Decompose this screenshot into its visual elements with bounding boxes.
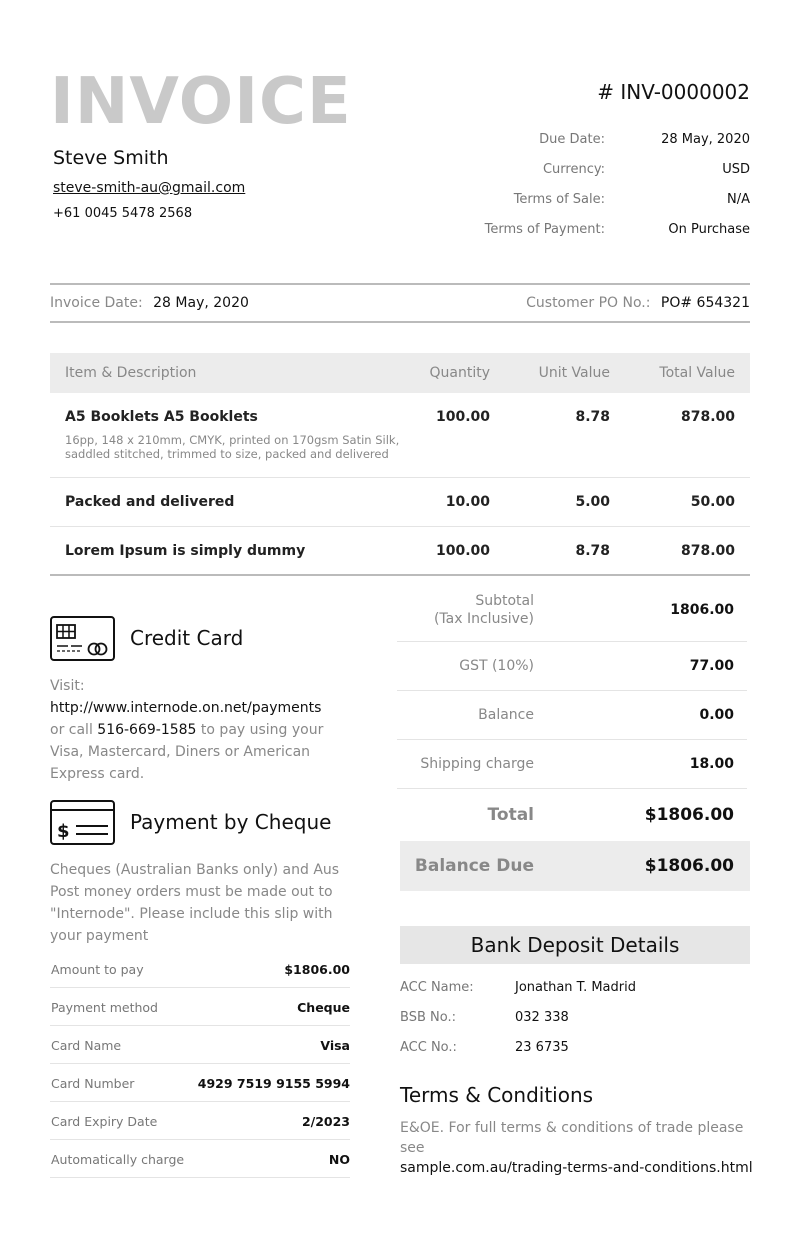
item-quantity: 100.00 [435,409,490,425]
bank-value: 032 338 [515,1010,569,1025]
meta-value: USD [722,162,750,177]
invoice-title: INVOICE [50,65,352,139]
payment-detail-label: Payment method [51,1000,158,1015]
invoice-date-label: Invoice Date: [50,295,143,311]
customer-name: Steve Smith [53,147,169,169]
column-header-item: Item & Description [65,365,197,381]
item-unit-value: 8.78 [575,543,610,559]
call-prefix: or call [50,722,93,738]
bank-deposit-title: Bank Deposit Details [400,926,750,964]
payment-detail-row [50,988,350,1026]
shipping-label: Shipping charge [420,756,534,772]
payment-detail-value: $1806.00 [284,962,350,977]
customer-po [526,295,750,311]
meta-terms-of-sale [440,192,750,212]
table-row [50,393,750,478]
bank-label: BSB No.: [400,1010,456,1025]
meta-label: Terms of Sale: [513,192,605,207]
item-name: Lorem Ipsum is simply dummy [65,543,306,559]
svg-text:$: $ [57,821,70,842]
payment-detail-row [50,1140,350,1178]
item-quantity: 100.00 [435,543,490,559]
balance-due-row [400,841,750,891]
item-name: Packed and delivered [65,494,235,510]
item-description: 16pp, 148 x 210mm, CMYK, printed on 170gsm Satin Silk, saddled stitched, trimmed to size, packed and delivered [65,433,400,461]
item-total-value: 50.00 [690,494,735,510]
table-row [50,527,750,576]
meta-value: 28 May, 2020 [661,132,750,147]
terms-title: Terms & Conditions [400,1083,594,1107]
bank-label: ACC Name: [400,980,474,995]
balance-due-value: $1806.00 [644,856,734,876]
subtotal-label: Subtotal [475,593,534,609]
bank-value: 23 6735 [515,1040,569,1055]
subtotal-note: (Tax Inclusive) [433,611,534,627]
subtotal-value: 1806.00 [670,602,734,618]
cheque-instructions: Cheques (Australian Banks only) and Aus Post money orders must be made out to "Internode". Please include this slip with your payment [50,862,340,944]
item-total-value: 878.00 [680,409,735,425]
visit-label: Visit: [50,678,85,694]
meta-value: On Purchase [668,222,750,237]
payment-detail-label: Card Name [51,1038,122,1053]
subtotal-label-group [434,592,534,628]
item-quantity: 10.00 [445,494,490,510]
item-name: A5 Booklets A5 Booklets [65,409,258,425]
terms-link[interactable]: sample.com.au/trading-terms-and-conditions.html [400,1160,753,1176]
cheque-icon [50,800,115,845]
terms-text-block [400,1118,760,1178]
total-value: $1806.00 [644,805,734,825]
bank-value: Jonathan T. Madrid [515,980,636,995]
terms-text: E&OE. For full terms & conditions of trade please see [400,1120,744,1156]
payment-detail-label: Card Number [51,1076,135,1091]
payment-phone: 516-669-1585 [97,722,197,738]
column-header-unit-value: Unit Value [538,365,610,381]
payment-detail-label: Amount to pay [51,962,144,977]
invoice-number: # INV-0000002 [597,80,750,104]
shipping-value: 18.00 [689,756,734,772]
total-row [397,789,747,841]
credit-card-instructions [50,675,360,785]
divider [50,321,750,323]
payment-detail-label: Automatically charge [51,1152,185,1167]
customer-phone: +61 0045 5478 2568 [53,206,193,221]
payment-detail-value: NO [328,1152,350,1167]
item-unit-value: 8.78 [575,409,610,425]
meta-label: Currency: [542,162,605,177]
customer-email-link[interactable]: steve-smith-au@gmail.com [53,180,246,196]
payment-detail-row [50,1064,350,1102]
payment-url-link[interactable]: http://www.internode.on.net/payments [50,700,322,716]
call-suffix: to pay using your Visa, Mastercard, Diners or American Express card. [50,722,324,782]
payment-detail-row [50,1026,350,1064]
table-row [50,478,750,527]
balance-row [397,691,747,740]
meta-value: N/A [727,192,750,207]
shipping-row [397,740,747,789]
payment-detail-row [50,1102,350,1140]
gst-label: GST (10%) [459,658,534,674]
balance-value: 0.00 [699,707,734,723]
divider [50,283,750,285]
payment-detail-value: 2/2023 [301,1114,350,1129]
cheque-title: Payment by Cheque [130,810,332,834]
balance-due-label: Balance Due [414,856,534,876]
customer-po-label: Customer PO No.: [526,295,651,311]
invoice-date-value: 28 May, 2020 [153,295,249,311]
gst-row [397,642,747,691]
payment-detail-value: Cheque [297,1000,350,1015]
balance-label: Balance [478,707,534,723]
payment-detail-value: Visa [320,1038,350,1053]
payment-detail-row [50,950,350,988]
payment-detail-value: 4929 7519 9155 5994 [197,1076,350,1091]
customer-po-value: PO# 654321 [660,295,750,311]
gst-value: 77.00 [689,658,734,674]
subtotal-row [397,578,747,642]
meta-terms-of-payment [440,222,750,242]
meta-label: Terms of Payment: [484,222,605,237]
total-label: Total [487,805,534,825]
bank-label: ACC No.: [400,1040,457,1055]
item-unit-value: 5.00 [575,494,610,510]
item-total-value: 878.00 [680,543,735,559]
invoice-date [50,295,249,311]
meta-due-date [440,132,750,152]
items-table-header [50,353,750,393]
column-header-total-value: Total Value [659,365,735,381]
meta-label: Due Date: [539,132,605,147]
meta-currency [440,162,750,182]
column-header-quantity: Quantity [429,365,490,381]
credit-card-title: Credit Card [130,626,244,650]
credit-card-icon [50,616,115,661]
payment-detail-label: Card Expiry Date [51,1114,158,1129]
